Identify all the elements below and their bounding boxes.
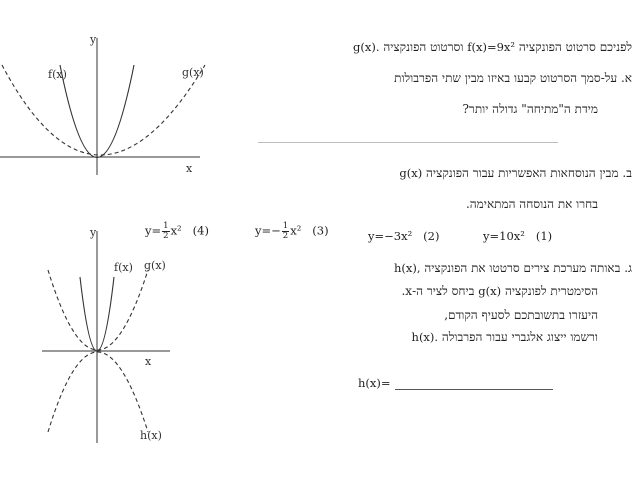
part-b-letter: ב.	[622, 166, 632, 180]
option-4-fraction	[162, 222, 169, 241]
part-c-text-1: באותה מערכת צירים סרטטו את הפונקציה	[424, 261, 621, 275]
option-4-prefix: y=	[145, 223, 162, 238]
part-c-text-3: היעזרו בתשובתכם לסעיף הקודם,	[444, 308, 598, 322]
graph1-f-label: f(x)	[48, 68, 67, 81]
option-3	[255, 222, 329, 241]
graph1-y-label: y	[90, 33, 97, 46]
option-1-number: (1)	[535, 229, 553, 243]
part-c-func-2: g(x)	[478, 284, 502, 298]
option-4	[145, 222, 209, 241]
graph-2	[30, 225, 190, 450]
part-b-line-2	[466, 197, 598, 212]
option-4-number: (4)	[192, 223, 209, 238]
part-a-line-2	[463, 102, 599, 117]
part-c-text-4: ורשמו ייצוג אלגברי עבור הפרבולה	[441, 330, 598, 344]
intro-line	[353, 40, 632, 55]
part-c-text-2a: הסימטרית לפונקציה	[504, 284, 598, 298]
option-3-prefix: y=−	[255, 223, 281, 238]
graph1-g-label: g(x)	[182, 66, 204, 79]
part-a-text-1: על-סמך הסרטוט קבעו באיזו מבין שתי הפרבולות	[394, 71, 618, 85]
part-c-line-3	[444, 308, 598, 323]
option-4-frac-num: 1	[163, 221, 169, 231]
graph2-g-label: g(x)	[144, 259, 166, 272]
part-c-line-4	[412, 330, 598, 345]
graph-1	[0, 30, 225, 180]
curve-h	[48, 352, 148, 432]
intro-text: לפניכם סרטוט הפונקציה	[518, 40, 632, 54]
part-b-func: g(x)	[399, 166, 423, 180]
separator	[258, 142, 558, 143]
part-a-text-2: מידת ה"מתיחה" גדולה יותר?	[462, 102, 598, 116]
curve-g	[2, 65, 205, 155]
option-3-fraction	[282, 222, 289, 241]
part-b-text-2: בחרו את הנוסחה המתאימה.	[465, 197, 598, 211]
graph2-x-label: x	[145, 355, 152, 368]
part-c-letter: ג.	[624, 261, 632, 275]
option-4-frac-den: 2	[163, 231, 169, 241]
option-2-number: (2)	[423, 229, 440, 243]
part-b-line-1	[399, 166, 632, 181]
option-2-formula: y=−3x²	[368, 229, 413, 243]
answer-label: h(x)=	[358, 376, 391, 390]
part-a-letter: א.	[620, 71, 632, 85]
part-c-func-1: h(x),	[394, 261, 421, 275]
option-3-frac-num: 1	[282, 221, 289, 231]
intro-text-2: וסרטוט הפונקציה	[383, 40, 464, 54]
graph2-y-label: y	[90, 226, 97, 239]
part-b-text-1: מבין הנוסחאות האפשריות עבור הפונקציה	[426, 166, 619, 180]
option-2	[368, 229, 439, 243]
part-c-line-1	[394, 261, 632, 276]
f-definition: f(x)=9x²	[467, 40, 516, 54]
graph2-f-label: f(x)	[114, 261, 133, 274]
g-reference: g(x).	[353, 40, 380, 54]
option-1	[483, 229, 552, 243]
answer-input-line[interactable]	[395, 389, 553, 390]
graph1-x-label: x	[186, 162, 193, 175]
graph2-h-label: h(x)	[140, 429, 162, 442]
option-4-suffix: x²	[170, 223, 182, 238]
option-3-suffix: x²	[290, 223, 302, 238]
part-c-func-4: h(x).	[411, 330, 439, 344]
option-3-number: (3)	[312, 223, 329, 238]
option-3-frac-den: 2	[282, 231, 289, 241]
part-c-line-2	[401, 284, 598, 299]
curve-g	[48, 270, 148, 350]
part-a-line-1	[394, 71, 632, 86]
option-1-formula: y=10x²	[483, 229, 525, 243]
part-c-text-2b: ביחס לציר ה-x.	[401, 284, 475, 298]
